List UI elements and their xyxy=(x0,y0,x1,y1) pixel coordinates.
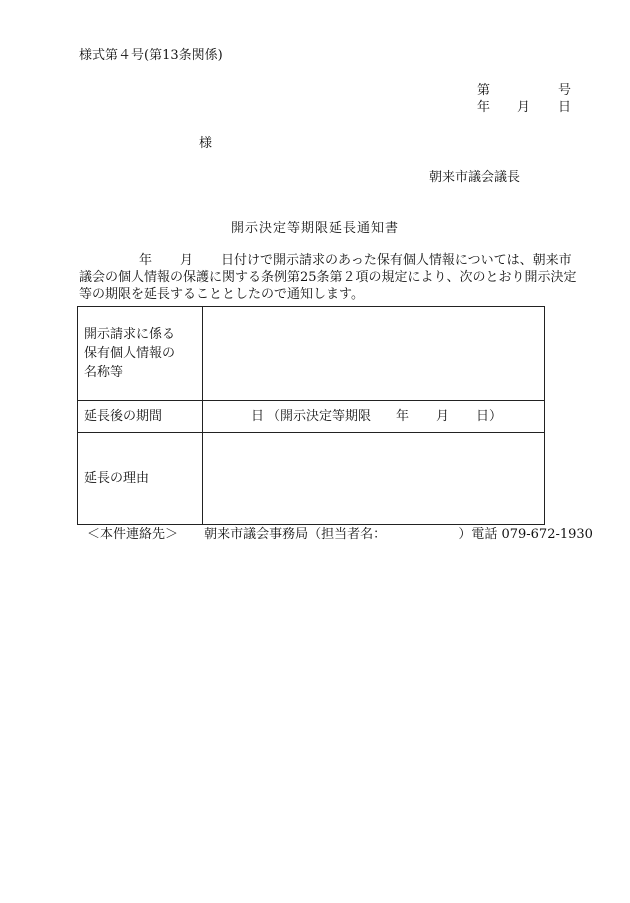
document-number-label: 第 xyxy=(477,83,491,98)
body-line-2: 議会の個人情報の保護に関する条例第25条第２項の規定により、次のとおり開示決定 xyxy=(79,270,577,285)
document-number-suffix: 号 xyxy=(558,83,572,98)
form-number: 様式第４号(第13条関係) xyxy=(79,48,223,63)
table-row xyxy=(78,401,545,433)
date-day-label: 日 xyxy=(558,100,572,115)
period-month-label: 月 xyxy=(436,409,450,424)
label-line: 延長の理由 xyxy=(84,471,150,486)
body-month-label: 月 xyxy=(180,253,194,268)
body-line-3: 等の期限を延長することとしたので通知します。 xyxy=(79,287,364,302)
date-month-label: 月 xyxy=(517,100,531,115)
period-line xyxy=(203,401,544,432)
contact-label: ＜本件連絡先＞ xyxy=(87,527,179,542)
info-table xyxy=(77,306,545,525)
label-line: 延長後の期間 xyxy=(84,409,163,424)
body-line-1-text: 日付けで開示請求のあった保有個人情報については、朝来市 xyxy=(221,253,572,268)
label-info-name xyxy=(78,307,203,401)
body-year-label: 年 xyxy=(139,253,153,268)
label-line: 保有個人情報の xyxy=(84,346,176,361)
table-row xyxy=(78,307,545,401)
value-info-name[interactable] xyxy=(203,307,545,401)
value-extended-period[interactable] xyxy=(203,401,545,433)
label-line: 名称等 xyxy=(84,365,124,380)
addressee-honorific: 様 xyxy=(199,136,213,151)
period-close-text: 日） xyxy=(476,409,503,424)
contact-office: 朝来市議会事務局（担当者名： xyxy=(204,527,387,542)
label-reason xyxy=(78,433,203,525)
contact-phone: ）電話 079-672-1930 xyxy=(458,527,593,542)
period-open-text: （開示決定等期限 xyxy=(267,409,372,424)
period-year-label: 年 xyxy=(396,409,410,424)
label-extended-period xyxy=(78,401,203,433)
body-line-1 xyxy=(79,252,584,269)
value-reason[interactable] xyxy=(203,433,545,525)
period-day-label: 日 xyxy=(251,409,265,424)
date-year-label: 年 xyxy=(477,100,491,115)
contact-line xyxy=(87,528,593,541)
sender-name: 朝来市議会議長 xyxy=(429,170,521,185)
document-title: 開示決定等期限延長通知書 xyxy=(230,221,399,236)
table-row xyxy=(78,433,545,525)
label-line: 開示請求に係る xyxy=(84,327,176,342)
body-paragraph xyxy=(79,252,584,303)
